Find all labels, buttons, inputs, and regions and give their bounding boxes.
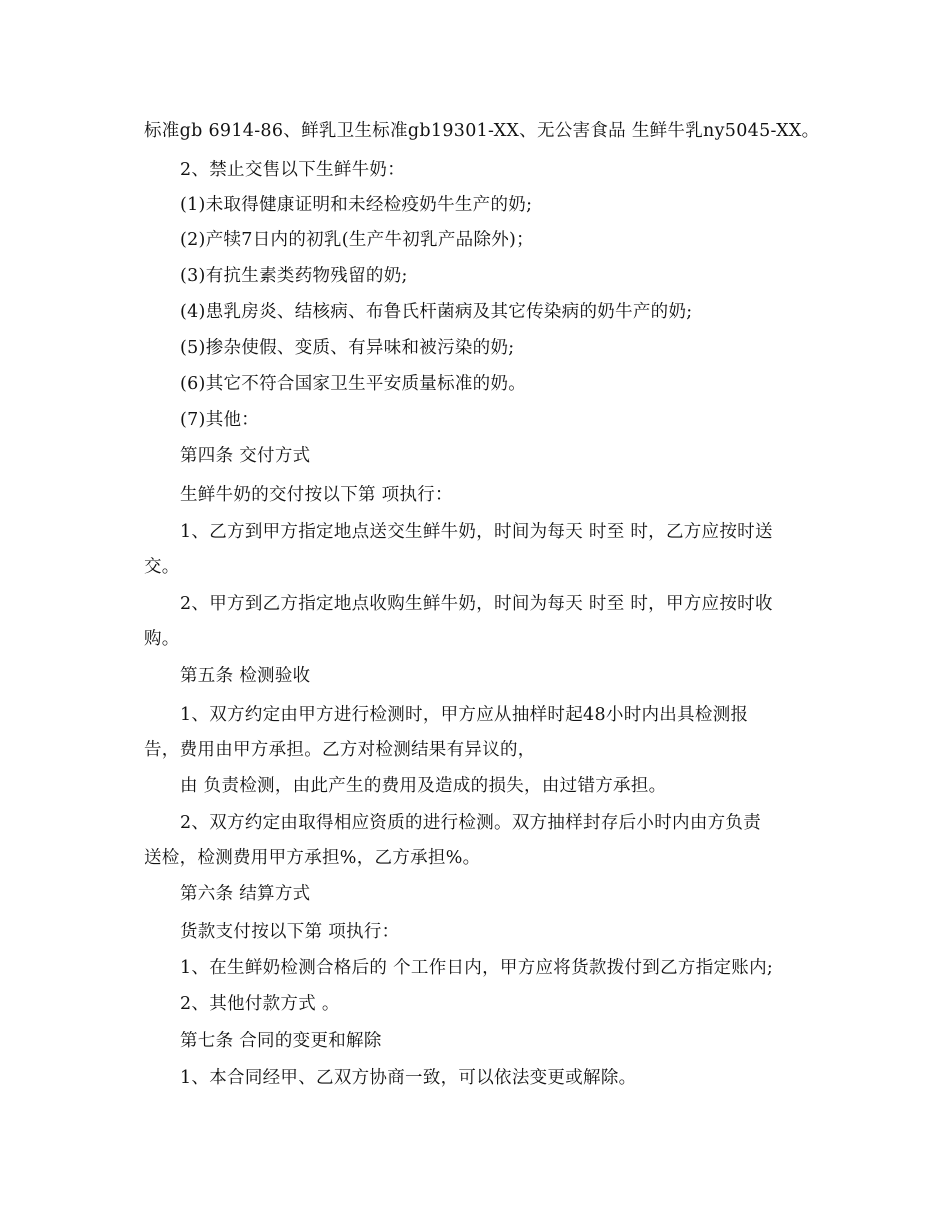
section-heading: 第五条 检测验收 [180,666,311,686]
text-line: (5)掺杂使假、变质、有异味和被污染的奶; [180,338,515,358]
text-line: 货款支付按以下第 项执行： [180,922,400,942]
text-line: (7)其他： [180,410,260,430]
text-line: 1、在生鲜奶检测合格后的 个工作日内，甲方应将货款拨付到乙方指定账内; [180,958,774,978]
section-heading: 第六条 结算方式 [180,884,311,904]
text-line: (3)有抗生素类药物残留的奶; [180,266,408,286]
text-line: 由 负责检测，由此产生的费用及造成的损失，由过错方承担。 [180,776,667,796]
text-line: 2、禁止交售以下生鲜牛奶： [180,160,406,180]
section-heading: 第七条 合同的变更和解除 [180,1031,382,1051]
text-line: 送检，检测费用甲方承担%，乙方承担%。 [144,848,481,868]
text-line: (6)其它不符合国家卫生平安质量标准的奶。 [180,374,527,394]
text-line: 1、双方约定由甲方进行检测时，甲方应从抽样时起48小时内出具检测报 [180,705,749,725]
text-line: 2、其他付款方式 。 [180,994,340,1014]
text-line: 标准gb 6914-86、鲜乳卫生标准gb19301-XX、无公害食品 生鲜牛乳ny5045-XX。 [144,121,820,141]
text-line: (2)产犊7日内的初乳(生产牛初乳产品除外)； [180,230,534,250]
text-line: 生鲜牛奶的交付按以下第 项执行： [180,485,453,505]
text-line: 1、本合同经甲、乙双方协商一致，可以依法变更或解除。 [180,1068,637,1088]
text-line: 2、甲方到乙方指定地点收购生鲜牛奶，时间为每天 时至 时，甲方应按时收 [180,594,773,614]
text-line: (4)患乳房炎、结核病、布鲁氏杆菌病及其它传染病的奶牛产的奶; [180,302,693,322]
text-line: 告，费用由甲方承担。乙方对检测结果有异议的， [144,740,536,760]
text-line: 2、双方约定由取得相应资质的进行检测。双方抽样封存后小时内由方负责 [180,813,762,833]
text-line: 交。 [144,557,180,577]
text-line: (1)未取得健康证明和未经检疫奶牛生产的奶; [180,195,533,215]
text-line: 购。 [144,629,180,649]
text-line: 1、乙方到甲方指定地点送交生鲜牛奶，时间为每天 时至 时，乙方应按时送 [180,522,773,542]
section-heading: 第四条 交付方式 [180,446,311,466]
